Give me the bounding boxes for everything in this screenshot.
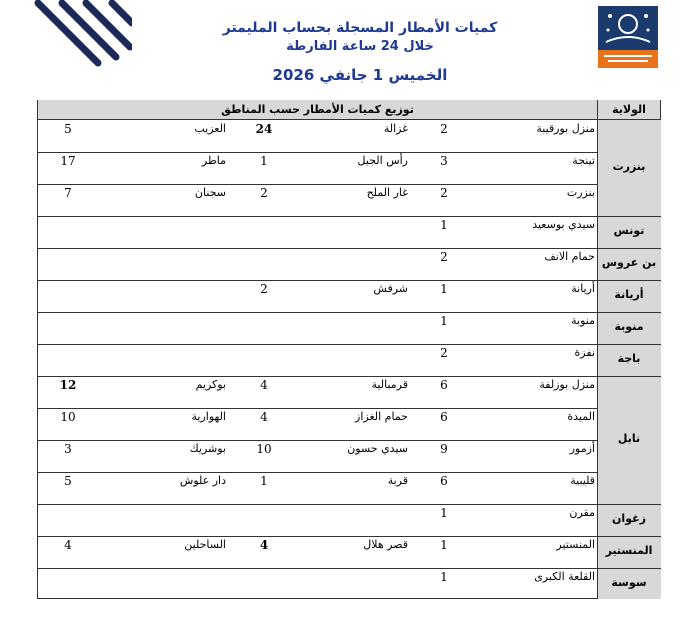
governorate-name: سوسة: [611, 576, 647, 589]
governorate-name: منوبة: [614, 320, 644, 333]
group-separator: [37, 344, 661, 345]
rainfall-value: 2: [260, 282, 268, 296]
station-name: حمام الغزاز: [355, 410, 408, 423]
station-name: منوبة: [571, 314, 595, 327]
rainfall-value: 10: [256, 442, 272, 456]
rainfall-value: 7: [64, 186, 72, 200]
row-separator: [37, 472, 597, 473]
station-name: أريانة: [571, 282, 595, 295]
rainfall-value: 9: [440, 442, 448, 456]
group-separator: [37, 248, 661, 249]
rainfall-value: 1: [440, 282, 448, 296]
rainfall-value: 6: [440, 378, 448, 392]
rainfall-value: 5: [64, 122, 72, 136]
rainfall-value: 17: [60, 154, 76, 168]
station-name: مقرن: [569, 506, 595, 519]
station-name: تينجة: [572, 154, 595, 167]
rainfall-value: 3: [64, 442, 72, 456]
governorate-header: الولاية: [597, 100, 661, 120]
rainfall-value: 2: [260, 186, 268, 200]
governorate-name: المنستير: [605, 544, 653, 557]
rainfall-value: 6: [440, 474, 448, 488]
station-name: الهوارية: [191, 410, 226, 423]
rainfall-value: 4: [260, 410, 268, 424]
row-separator: [37, 440, 597, 441]
station-name: قليبية: [570, 474, 595, 487]
group-separator: [37, 312, 661, 313]
rainfall-value: 1: [260, 474, 268, 488]
group-separator: [37, 216, 661, 217]
station-name: دار علوش: [179, 474, 226, 487]
rainfall-value: 1: [440, 314, 448, 328]
rainfall-value: 2: [440, 186, 448, 200]
governorate-name: باجة: [617, 352, 641, 365]
governorate-name: بنزرت: [612, 160, 646, 173]
row-separator: [37, 408, 597, 409]
station-name: منزل بوزلفة: [539, 378, 595, 391]
rainfall-value: 12: [59, 378, 77, 392]
station-name: حمام الانف: [544, 250, 595, 263]
station-name: العزيب: [194, 122, 226, 135]
stripes-decoration: [32, 0, 132, 70]
station-name: الساحلين: [184, 538, 226, 551]
rainfall-value: 1: [440, 538, 448, 552]
governorate-name: زغوان: [612, 512, 646, 525]
report-subtitle: خلال 24 ساعة الفارطة: [286, 39, 434, 54]
station-name: سجنان: [194, 186, 226, 199]
station-name: شرفش: [373, 282, 408, 295]
group-separator: [37, 536, 661, 537]
rainfall-value: 24: [255, 122, 273, 136]
rainfall-value: 1: [260, 154, 268, 168]
governorate-name: تونس: [613, 224, 645, 237]
distribution-header: توزيع كميات الأمطار حسب المناطق: [37, 100, 597, 120]
station-name: قصر هلال: [363, 538, 408, 551]
rainfall-value: 3: [440, 154, 448, 168]
group-separator: [37, 504, 661, 505]
station-name: رأس الجبل: [357, 154, 408, 167]
station-name: قربة: [387, 474, 408, 487]
rainfall-value: 4: [259, 538, 269, 552]
report-date: الخميس 1 جانفي 2026: [272, 66, 448, 84]
group-separator: [37, 376, 661, 377]
group-separator: [37, 280, 661, 281]
group-separator: [37, 568, 661, 569]
station-name: أزمور: [569, 442, 595, 455]
governorate-name: بن عروس: [601, 256, 657, 269]
rainfall-value: 5: [64, 474, 72, 488]
station-name: نفزة: [574, 346, 595, 359]
station-name: بنزرت: [566, 186, 595, 199]
rainfall-value: 4: [64, 538, 72, 552]
rainfall-value: 2: [440, 122, 448, 136]
report-title: كميات الأمطار المسجلة بحساب المليمتر: [222, 20, 498, 36]
rainfall-value: 1: [440, 218, 448, 232]
rainfall-value: 2: [440, 250, 448, 264]
station-name: غار الملح: [366, 186, 408, 199]
station-name: ماطر: [201, 154, 226, 167]
rainfall-value: 4: [260, 378, 268, 392]
station-name: غزالة: [383, 122, 408, 135]
rainfall-value: 10: [60, 410, 76, 424]
station-name: بوكريم: [195, 378, 226, 391]
rainfall-value: 6: [440, 410, 448, 424]
station-name: قرمبالية: [371, 378, 408, 391]
station-name: سيدي بوسعيد: [532, 218, 595, 231]
rainfall-value: 1: [440, 506, 448, 520]
station-name: المنستير: [556, 538, 595, 551]
rainfall-value: 2: [440, 346, 448, 360]
governorate-name: نابل: [617, 432, 641, 445]
governorate-name: أريانة: [614, 288, 644, 301]
station-name: بوشريك: [189, 442, 226, 455]
row-separator: [37, 152, 597, 153]
institute-logo: [598, 6, 658, 68]
station-name: الميدة: [567, 410, 595, 423]
station-name: منزل بورقيبة: [536, 122, 595, 135]
rainfall-table: [37, 100, 661, 599]
rainfall-value: 1: [440, 570, 448, 584]
station-name: سيدي حسون: [347, 442, 408, 455]
station-name: القلعة الكبرى: [534, 570, 595, 583]
row-separator: [37, 184, 597, 185]
